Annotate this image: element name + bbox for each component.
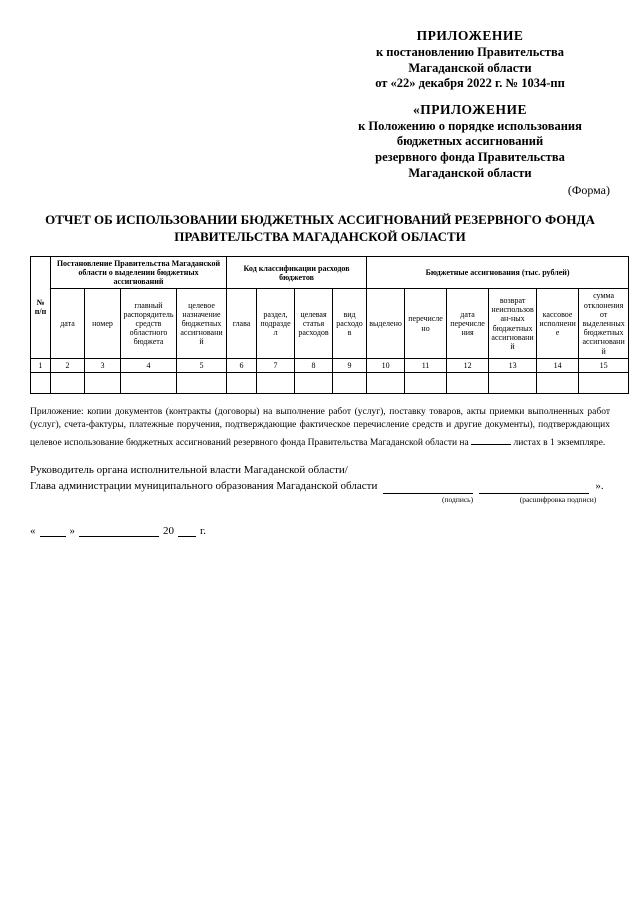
col-number: 9 [333, 358, 367, 372]
header-type: вид расходов [333, 289, 367, 358]
col-number: 15 [579, 358, 629, 372]
decoding-blank [479, 481, 589, 494]
sheet-count-blank [471, 432, 511, 445]
header-returned: возврат неиспользован-ных бюджетных ассигнований [489, 289, 537, 358]
header-number: номер [85, 289, 121, 358]
table-cell [579, 372, 629, 393]
table-cell [447, 372, 489, 393]
header-num: № п/п [31, 256, 51, 358]
header-section: раздел, подраздел [257, 289, 295, 358]
caption-signature: (подпись) [441, 495, 474, 505]
attachment-note [30, 406, 610, 449]
decree-line-1: к постановлению Правительства [375, 44, 565, 59]
header-budget: Бюджетные ассигнования (тыс. рублей) [367, 256, 629, 289]
table-cell [227, 372, 257, 393]
regulation-line-1: к Положению о порядке использования [358, 118, 582, 133]
signature-block [30, 463, 610, 505]
header-transfer-date: дата перечисления [447, 289, 489, 358]
col-number: 3 [85, 358, 121, 372]
header-block [330, 28, 610, 198]
signatory-line-2: Глава администрации муниципального образования Магаданской области [30, 479, 378, 492]
table-cell [177, 372, 227, 393]
regulation-line-3: резервного фонда Правительства [375, 149, 565, 164]
day-blank [40, 524, 66, 537]
attachment-text-end: листах в 1 экземпляре. [513, 437, 606, 448]
table-column-numbers-row [31, 358, 629, 372]
col-number: 8 [295, 358, 333, 372]
header-allocated: выделено [367, 289, 405, 358]
table-cell [31, 372, 51, 393]
date-line [30, 524, 610, 537]
col-number: 11 [405, 358, 447, 372]
header-transferred: перечислено [405, 289, 447, 358]
year-prefix: 20 [163, 524, 174, 537]
table-cell [489, 372, 537, 393]
closing-quote: ». [595, 479, 604, 492]
attachment-text: Приложение: копии документов (контракты (договоры) на выполнение работ (услуг), поставку товаров, акты приемки выполненных работ (услуг), счета-фактуры, платежные поручения, подтверждающие фактическое перечисление средств и другие документы), подтверждающих целевое использование бюджетных ассигнований резервного фонда Правительства Магаданской области на [30, 406, 610, 448]
table-sub-header-row [31, 289, 629, 358]
col-number: 7 [257, 358, 295, 372]
appendix-heading: ПРИЛОЖЕНИЕ [416, 28, 524, 43]
col-number: 4 [121, 358, 177, 372]
col-number: 13 [489, 358, 537, 372]
header-manager: главный распорядитель средств областного бюджета [121, 289, 177, 358]
date-close-quote: » [69, 524, 75, 537]
signature-row [30, 479, 610, 494]
year-blank [178, 524, 196, 537]
table-cell [85, 372, 121, 393]
table-cell [405, 372, 447, 393]
regulation-line-4: Магаданской области [408, 165, 532, 180]
header-decree: Постановление Правительства Магаданской области о выделении бюджетных ассигнований [51, 256, 227, 289]
col-number: 2 [51, 358, 85, 372]
date-open-quote: « [30, 524, 36, 537]
month-blank [79, 524, 159, 537]
header-target: целевая статья расходов [295, 289, 333, 358]
decree-line-3: от «22» декабря 2022 г. № 1034-пп [375, 76, 565, 91]
col-number: 1 [31, 358, 51, 372]
report-title-line-2: ПРАВИТЕЛЬСТВА МАГАДАНСКОЙ ОБЛАСТИ [174, 229, 466, 245]
table-cell [537, 372, 579, 393]
header-chapter: глава [227, 289, 257, 358]
report-table [30, 256, 629, 394]
table-cell [257, 372, 295, 393]
table-cell [121, 372, 177, 393]
table-cell [295, 372, 333, 393]
col-number: 12 [447, 358, 489, 372]
table-cell [333, 372, 367, 393]
table-empty-row [31, 372, 629, 393]
header-purpose: целевое назначение бюджетных ассигнований [177, 289, 227, 358]
signature-captions [30, 495, 610, 506]
table-cell [51, 372, 85, 393]
col-number: 6 [227, 358, 257, 372]
header-cash: кассовое исполнение [537, 289, 579, 358]
report-title [30, 212, 610, 246]
caption-decoding: (расшифровка подписи) [519, 495, 597, 505]
table-group-header-row [31, 256, 629, 289]
year-suffix: г. [200, 524, 207, 537]
header-date: дата [51, 289, 85, 358]
col-number: 14 [537, 358, 579, 372]
report-title-line-1: ОТЧЕТ ОБ ИСПОЛЬЗОВАНИИ БЮДЖЕТНЫХ АССИГНОВАНИЙ РЕЗЕРВНОГО ФОНДА [45, 212, 595, 228]
form-note: (Форма) [567, 183, 610, 198]
signatory-line-1: Руководитель органа исполнительной власти Магаданской области/ [30, 464, 348, 477]
regulation-line-2: бюджетных ассигнований [396, 134, 544, 149]
header-deviation: сумма отклонения от выделенных бюджетных ассигнований [579, 289, 629, 358]
col-number: 5 [177, 358, 227, 372]
table-cell [367, 372, 405, 393]
regulation-appendix-heading: «ПРИЛОЖЕНИЕ [412, 101, 528, 117]
decree-line-2: Магаданской области [408, 60, 532, 75]
col-number: 10 [367, 358, 405, 372]
signature-blank [383, 481, 473, 494]
header-code: Код классификации расходов бюджетов [227, 256, 367, 289]
